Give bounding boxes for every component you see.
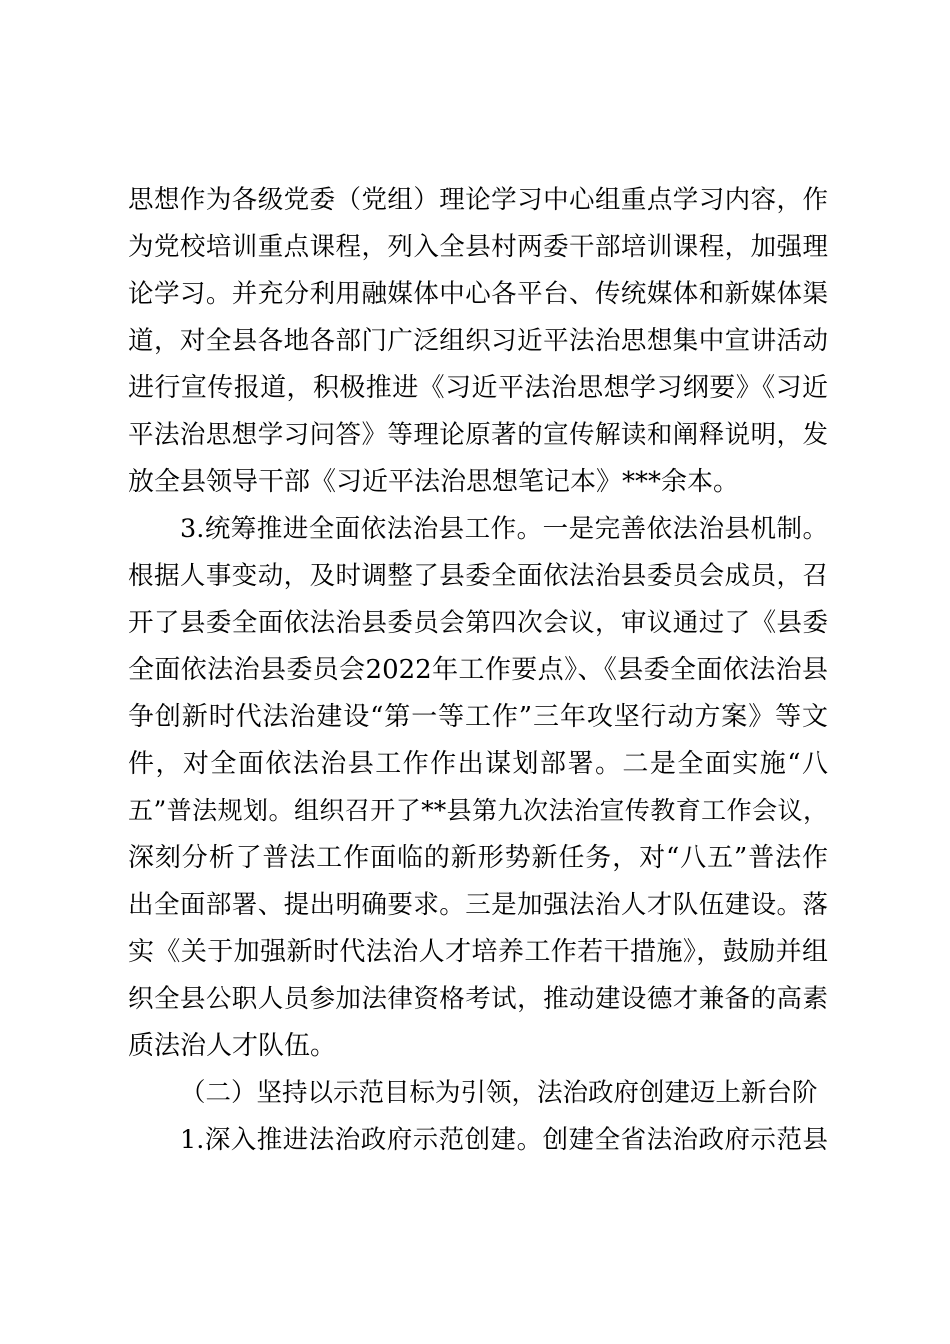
text-line: 全面依法治县委员会2022年工作要点》、《县委全面依法治县 (128, 655, 828, 685)
text-line: 为党校培训重点课程，列入全县村两委干部培训课程，加强理 (128, 232, 828, 262)
text-line: 五”普法规划。组织召开了**县第九次法治宣传教育工作会议， (128, 796, 828, 825)
text-line: 件，对全面依法治县工作作出谋划部署。二是全面实施“八 (128, 749, 828, 779)
text-line: 论学习。并充分利用融媒体中心各平台、传统媒体和新媒体渠 (128, 279, 828, 309)
text-line: 思想作为各级党委（党组）理论学习中心组重点学习内容，作 (128, 185, 828, 215)
text-line: 1.深入推进法治政府示范创建。创建全省法治政府示范县 (180, 1125, 828, 1155)
text-line: 织全县公职人员参加法律资格考试，推动建设德才兼备的高素 (128, 984, 828, 1014)
section-heading: （二）坚持以示范目标为引领，法治政府创建迈上新台阶 (180, 1078, 818, 1108)
text-line: 争创新时代法治建设“第一等工作”三年攻坚行动方案》等文 (128, 702, 828, 732)
text-line: 质法治人才队伍。 (128, 1031, 337, 1061)
text-line: 平法治思想学习问答》等理论原著的宣传解读和阐释说明，发 (128, 420, 828, 450)
text-line: 进行宣传报道，积极推进《习近平法治思想学习纲要》《习近 (128, 373, 828, 403)
text-line: 出全面部署、提出明确要求。三是加强法治人才队伍建设。落 (128, 890, 828, 920)
text-line: 根据人事变动，及时调整了县委全面依法治县委员会成员，召 (128, 561, 828, 591)
text-line: 3.统筹推进全面依法治县工作。一是完善依法治县机制。 (180, 514, 828, 544)
text-line: 道，对全县各地各部门广泛组织习近平法治思想集中宣讲活动 (128, 326, 828, 356)
text-line: 实《关于加强新时代法治人才培养工作若干措施》，鼓励并组 (128, 937, 828, 967)
text-line: 深刻分析了普法工作面临的新形势新任务，对“八五”普法作 (128, 843, 828, 873)
text-line: 开了县委全面依法治县委员会第四次会议，审议通过了《县委 (128, 608, 828, 638)
text-line: 放全县领导干部《习近平法治思想笔记本》***余本。 (128, 467, 740, 497)
